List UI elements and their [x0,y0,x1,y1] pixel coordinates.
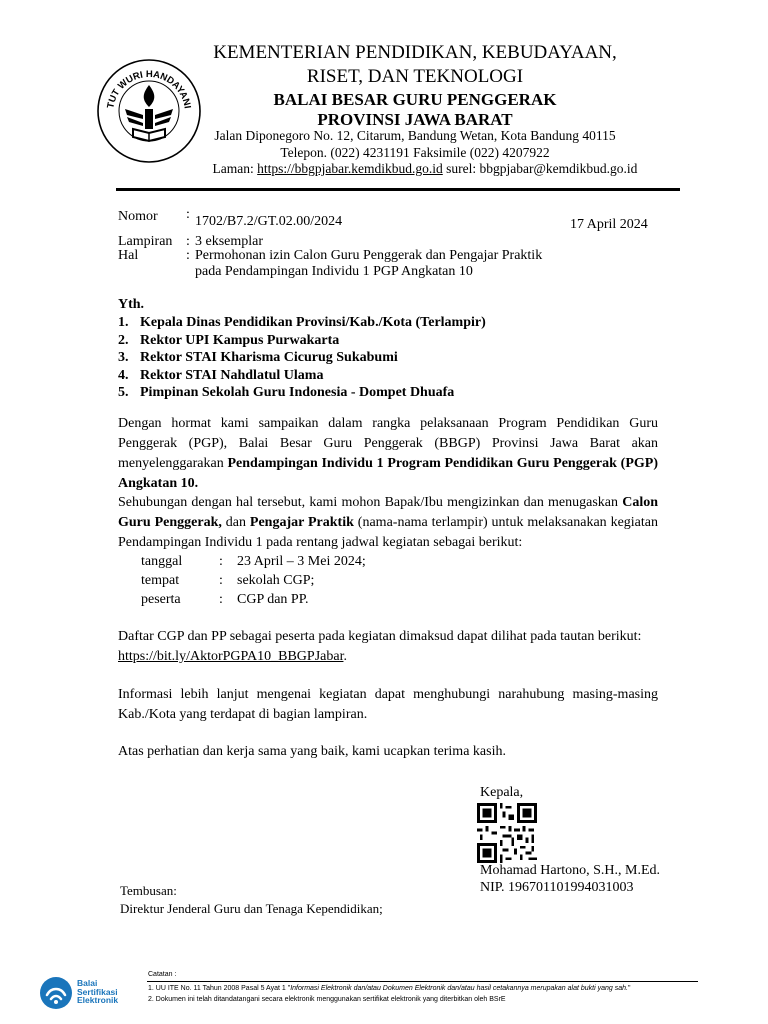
detail-label: tempat [141,573,180,588]
paragraph-opening: Dengan hormat kami sampaikan dalam rangka pelaksanaan Program Pendidikan Guru Penggerak (PGP), Balai Besar Guru Penggerak (BBGP) Provinsi Jawa Barat akan menyelenggarakan Pendampingan Individu 1 Program Pendidikan Guru Penggerak (PGP) Angkatan 10. [118,416,658,491]
letterhead-ministry-line1: KEMENTERIAN PENDIDIKAN, KEBUDAYAAN, [213,42,617,63]
list-item: 5. Pimpinan Sekolah Guru Indonesia - Dompet Dhuafa [118,385,455,400]
detail-value: CGP dan PP. [237,592,309,607]
participants-link[interactable]: https://bit.ly/AktorPGPA10_BBGPJabar [118,649,344,664]
letterhead-address: Jalan Diponegoro No. 12, Citarum, Bandung Wetan, Kota Bandung 40115 [214,128,616,143]
nomor-label: Nomor [118,209,158,224]
lampiran-value: 3 eksemplar [195,234,264,249]
nomor-colon: : [186,207,190,222]
list-item: 2. Rektor UPI Kampus Purwakarta [118,332,340,348]
letterhead-institution: BALAI BESAR GURU PENGGERAK [273,90,557,109]
detail-colon: : [219,554,223,569]
letterhead-divider [116,188,680,191]
list-item: 4. Rektor STAI Nahdlatul Ulama [118,367,324,383]
cc-item: Direktur Jenderal Guru dan Tenaga Kependidikan; [120,901,383,916]
hal-label: Hal [118,248,139,263]
hal-colon: : [186,248,190,263]
website-label: Laman: [212,161,254,176]
list-item: 1. Kepala Dinas Pendidikan Provinsi/Kab./Kota (Terlampir) [118,315,486,330]
ministry-logo [95,57,203,165]
signature-title: Kepala, [480,785,524,800]
letterhead-province: PROVINSI JAWA BARAT [317,110,513,129]
bsre-logo-icon [38,975,74,1011]
qr-code-icon [477,803,537,863]
letterhead-phone: Telepon. (022) 4231191 Faksimile (022) 4207922 [280,145,550,160]
lampiran-label: Lampiran [118,234,173,249]
footnote-divider [147,981,698,982]
bsre-logo-text: Balai Sertifikasi Elektronik [77,978,119,1005]
paragraph-link: Daftar CGP dan PP sebagai peserta pada kegiatan dimaksud dapat dilihat pada tautan berikut: https://bit.ly/AktorPGPA10_BBGPJabar. [118,629,642,664]
letterhead-contact [180,161,670,177]
footnote-title: Catatan : [148,971,177,978]
detail-colon: : [219,573,223,588]
paragraph-closing: Atas perhatian dan kerja sama yang baik, kami ucapkan terima kasih. [118,744,506,759]
hal-value-line2: pada Pendampingan Individu 1 PGP Angkatan 10 [195,264,473,279]
list-item: 3. Rektor STAI Kharisma Cicurug Sukabumi [118,350,398,365]
detail-colon: : [219,592,223,607]
letter-date: 17 April 2024 [570,217,648,232]
yth-label: Yth. [118,297,145,312]
footnote-2: 2. Dokumen ini telah ditandatangani secara elektronik menggunakan sertifikat elektronik yang diterbitkan oleh BSrE [148,996,506,1003]
detail-value: sekolah CGP; [237,573,315,588]
detail-label: tanggal [141,554,183,569]
recipient-list [118,314,486,402]
svg-text:TUT WURI HANDAYANI: TUT WURI HANDAYANI [105,68,193,110]
paragraph-request: Sehubungan dengan hal tersebut, kami mohon Bapak/Ibu mengizinkan dan menugaskan Calon Guru Penggerak, dan Pengajar Praktik (nama-nama terlampir) untuk melaksanakan kegiatan Pendampingan Individu 1 pada rentang jadwal kegiatan sebagai berikut: [118,495,658,550]
website-link[interactable]: https://bbgpjabar.kemdikbud.go.id [257,161,443,176]
detail-value: 23 April – 3 Mei 2024; [237,554,366,569]
lampiran-colon: : [186,234,190,249]
cc-label: Tembusan: [120,883,177,898]
email-text: surel: bbgpjabar@kemdikbud.go.id [442,161,638,176]
paragraph-info: Informasi lebih lanjut mengenai kegiatan dapat menghubungi narahubung masing-masing Kab./Kota yang terdapat di bagian lampiran. [118,687,658,722]
signatory-nip: NIP. 196701101994031003 [480,880,634,895]
nomor-value: 1702/B7.2/GT.02.00/2024 [195,214,343,229]
signatory-name: Mohamad Hartono, S.H., M.Ed. [480,863,661,878]
footnote-1: 1. UU ITE No. 11 Tahun 2008 Pasal 5 Ayat 1 "Informasi Elektronik dan/atau Dokumen Elektronik dan/atau hasil cetakannya merupakan alat bukti yang sah." [148,985,631,992]
detail-label: peserta [141,592,181,607]
letterhead-ministry-line2: RISET, DAN TEKNOLOGI [306,66,524,87]
hal-value-line1: Permohonan izin Calon Guru Penggerak dan Pengajar Praktik [195,248,543,263]
